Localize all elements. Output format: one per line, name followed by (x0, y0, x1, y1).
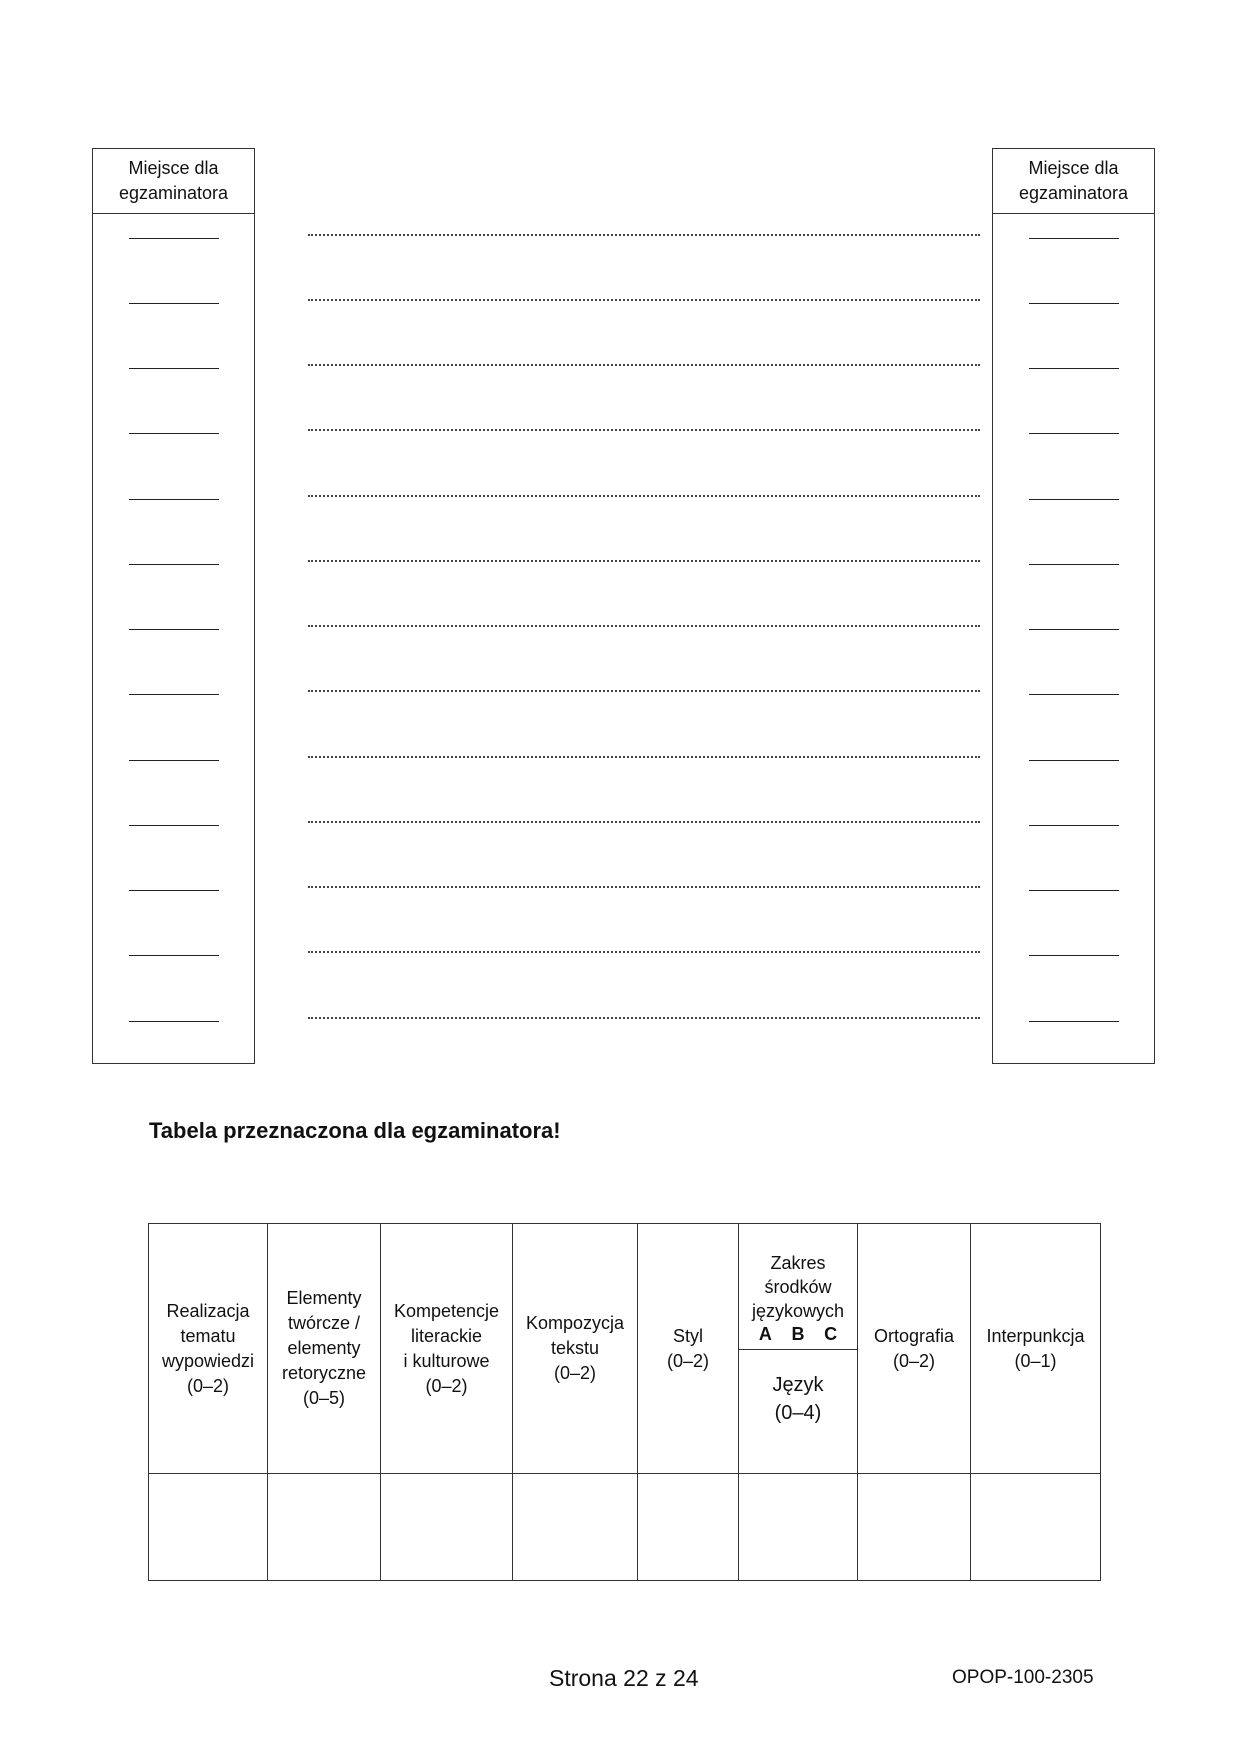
examiner-header-left: Miejsce dla egzaminatora (93, 149, 254, 214)
answer-line[interactable] (308, 299, 980, 301)
answer-line[interactable] (308, 821, 980, 823)
score-slot-left[interactable] (129, 499, 219, 500)
score-slot-right[interactable] (1029, 368, 1119, 369)
score-cell-styl[interactable] (638, 1474, 739, 1581)
answer-line[interactable] (308, 234, 980, 236)
col-header-realizacja: Realizacja tematu wypowiedzi (0–2) (149, 1224, 268, 1474)
score-slot-right[interactable] (1029, 955, 1119, 956)
score-slot-left[interactable] (129, 1021, 219, 1022)
score-cell-interpunkcja[interactable] (971, 1474, 1101, 1581)
col-header-kompozycja: Kompozycja tekstu (0–2) (513, 1224, 638, 1474)
score-cell-realizacja[interactable] (149, 1474, 268, 1581)
col-header-kompetencje: Kompetencje literackie i kulturowe (0–2) (381, 1224, 513, 1474)
score-slot-left[interactable] (129, 303, 219, 304)
col-header-jezyk (739, 1224, 858, 1474)
score-cell-kompetencje[interactable] (381, 1474, 513, 1581)
score-table (148, 1223, 1101, 1581)
jezyk-label: Język (0–4) (772, 1374, 824, 1424)
score-slot-left[interactable] (129, 368, 219, 369)
answer-line[interactable] (308, 625, 980, 627)
score-slot-left[interactable] (129, 433, 219, 434)
answer-line[interactable] (308, 756, 980, 758)
abc-labels (739, 1323, 857, 1345)
score-slot-right[interactable] (1029, 760, 1119, 761)
score-slot-right[interactable] (1029, 890, 1119, 891)
examiner-header-right: Miejsce dla egzaminatora (993, 149, 1154, 214)
examiner-box-right (992, 148, 1155, 1064)
col-header-ortografia: Ortografia (0–2) (858, 1224, 971, 1474)
score-slot-left[interactable] (129, 694, 219, 695)
score-slot-right[interactable] (1029, 238, 1119, 239)
score-slot-right[interactable] (1029, 499, 1119, 500)
score-slot-right[interactable] (1029, 303, 1119, 304)
score-slot-right[interactable] (1029, 564, 1119, 565)
label-c: C (824, 1324, 838, 1344)
score-slot-left[interactable] (129, 564, 219, 565)
score-slot-left[interactable] (129, 955, 219, 956)
label-b: B (791, 1324, 805, 1344)
table-score-row (149, 1474, 1101, 1581)
score-slot-right[interactable] (1029, 629, 1119, 630)
score-cell-elementy[interactable] (268, 1474, 381, 1581)
score-cell-jezyk[interactable] (739, 1474, 858, 1581)
col-header-interpunkcja: Interpunkcja (0–1) (971, 1224, 1101, 1474)
answer-line[interactable] (308, 886, 980, 888)
score-slot-left[interactable] (129, 760, 219, 761)
document-code: OPOP-100-2305 (952, 1667, 1094, 1688)
answer-line[interactable] (308, 495, 980, 497)
score-slot-left[interactable] (129, 629, 219, 630)
score-slot-right[interactable] (1029, 825, 1119, 826)
label-a: A (758, 1324, 772, 1344)
examiner-box-left (92, 148, 255, 1064)
score-slot-right[interactable] (1029, 433, 1119, 434)
answer-line[interactable] (308, 429, 980, 431)
zakres-subheader (739, 1249, 857, 1350)
answer-line[interactable] (308, 1017, 980, 1019)
answer-line[interactable] (308, 364, 980, 366)
zakres-label: Zakres środków językowych (751, 1253, 845, 1321)
answer-line[interactable] (308, 951, 980, 953)
col-header-elementy: Elementy twórcze / elementy retoryczne (0–5) (268, 1224, 381, 1474)
col-header-styl: Styl (0–2) (638, 1224, 739, 1474)
answer-line[interactable] (308, 690, 980, 692)
table-title: Tabela przeznaczona dla egzaminatora! (149, 1118, 561, 1143)
page-number: Strona 22 z 24 (549, 1665, 699, 1691)
score-slot-left[interactable] (129, 238, 219, 239)
score-slot-right[interactable] (1029, 1021, 1119, 1022)
score-slot-left[interactable] (129, 890, 219, 891)
score-cell-kompozycja[interactable] (513, 1474, 638, 1581)
score-slot-left[interactable] (129, 825, 219, 826)
answer-line[interactable] (308, 560, 980, 562)
table-header-row (149, 1224, 1101, 1474)
score-slot-right[interactable] (1029, 694, 1119, 695)
score-cell-ortografia[interactable] (858, 1474, 971, 1581)
